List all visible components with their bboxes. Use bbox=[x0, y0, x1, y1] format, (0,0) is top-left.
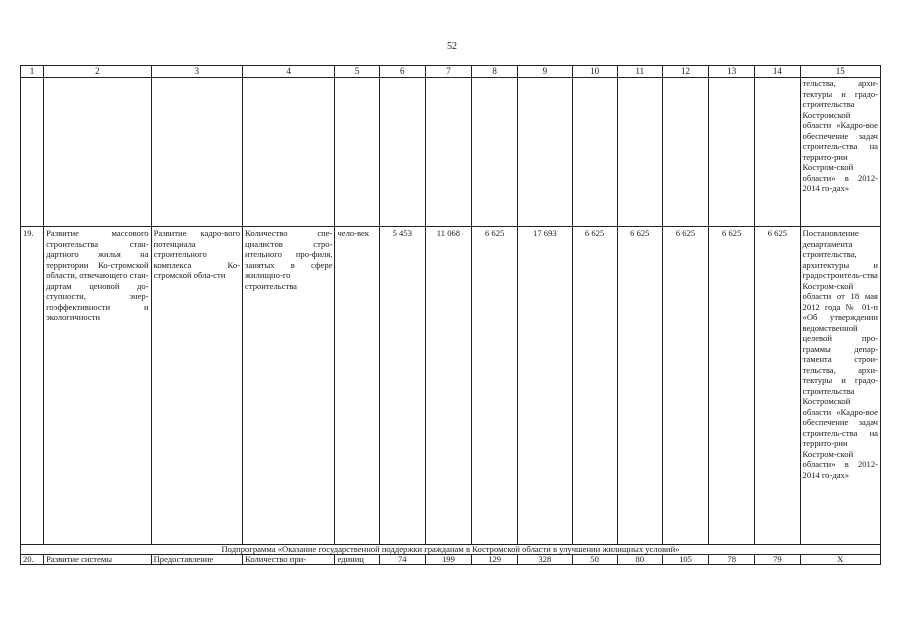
indicator-text: Количество спе-циалистов стро-ительного про-филя, занятых в сфере жилищно-го строительства bbox=[243, 227, 335, 545]
row-number: 20. bbox=[21, 555, 44, 565]
value-cell: 6 625 bbox=[662, 227, 708, 545]
empty-cell bbox=[425, 78, 471, 227]
value-cell: 80 bbox=[617, 555, 662, 565]
empty-cell bbox=[151, 78, 242, 227]
table-row-20 bbox=[21, 555, 881, 565]
value-cell: 129 bbox=[472, 555, 518, 565]
page-number: 52 bbox=[447, 41, 457, 52]
header-cell: 15 bbox=[800, 66, 880, 78]
unit-text: единиц bbox=[335, 555, 379, 565]
header-cell: 4 bbox=[243, 66, 335, 78]
row-number: 19. bbox=[21, 227, 44, 545]
value-cell: 6 625 bbox=[755, 227, 800, 545]
measure-text: Развитие кадро-вого потенциала строительного комплекса Ко-стромской обла-сти bbox=[151, 227, 242, 545]
value-cell: 6 625 bbox=[617, 227, 662, 545]
empty-cell bbox=[617, 78, 662, 227]
empty-cell bbox=[21, 78, 44, 227]
value-cell: 6 625 bbox=[709, 227, 755, 545]
unit-text: чело-век bbox=[335, 227, 379, 545]
empty-cell bbox=[755, 78, 800, 227]
header-cell: 14 bbox=[755, 66, 800, 78]
source-text: Х bbox=[800, 555, 880, 565]
header-cell: 1 bbox=[21, 66, 44, 78]
empty-cell bbox=[335, 78, 379, 227]
empty-cell bbox=[518, 78, 572, 227]
table-row-19 bbox=[21, 227, 881, 545]
header-row bbox=[21, 66, 881, 78]
value-cell: 79 bbox=[755, 555, 800, 565]
header-cell: 9 bbox=[518, 66, 572, 78]
value-cell: 6 625 bbox=[572, 227, 617, 545]
value-cell: 6 625 bbox=[472, 227, 518, 545]
header-cell: 7 bbox=[425, 66, 471, 78]
empty-cell bbox=[243, 78, 335, 227]
value-cell: 11 068 bbox=[425, 227, 471, 545]
empty-cell bbox=[709, 78, 755, 227]
measure-text: Предоставление bbox=[151, 555, 242, 565]
header-cell: 6 bbox=[379, 66, 425, 78]
data-table bbox=[20, 65, 881, 565]
continuation-source-text: тельства, архи-тектуры и градо-строительства Костромской области «Кадро-вое обеспечение задач строитель-ства на террито-рии Костром-ской области» в 2012-2014 го-дах» bbox=[800, 78, 880, 227]
empty-cell bbox=[572, 78, 617, 227]
header-cell: 10 bbox=[572, 66, 617, 78]
continuation-row bbox=[21, 78, 881, 227]
header-cell: 12 bbox=[662, 66, 708, 78]
value-cell: 199 bbox=[425, 555, 471, 565]
activity-text: Развитие системы bbox=[44, 555, 152, 565]
header-cell: 5 bbox=[335, 66, 379, 78]
value-cell: 328 bbox=[518, 555, 572, 565]
empty-cell bbox=[662, 78, 708, 227]
header-cell: 13 bbox=[709, 66, 755, 78]
header-cell: 2 bbox=[44, 66, 152, 78]
value-cell: 50 bbox=[572, 555, 617, 565]
header-cell: 8 bbox=[472, 66, 518, 78]
value-cell: 17 693 bbox=[518, 227, 572, 545]
empty-cell bbox=[379, 78, 425, 227]
header-cell: 3 bbox=[151, 66, 242, 78]
subprogram-row bbox=[21, 545, 881, 555]
value-cell: 105 bbox=[662, 555, 708, 565]
source-text: Постановление департамента строительства, архитектуры и градостроитель-ства Костром-ской области от 18 мая 2012 года № 01-п «Об утверждении ведомственной целевой про-граммы депар-тамента строи-тельства, архи-тектуры и градо-строительства Костромской области «Кадро-вое обеспечение задач строитель-ства на террито-рии Костром-ской области» в 2012-2014 го-дах» bbox=[800, 227, 880, 545]
value-cell: 78 bbox=[709, 555, 755, 565]
subprogram-heading: Подпрограмма «Оказание государственной поддержки гражданам в Костромской области в улучшении жилищных условий» bbox=[21, 545, 881, 555]
empty-cell bbox=[472, 78, 518, 227]
value-cell: 5 453 bbox=[379, 227, 425, 545]
indicator-text: Количество при- bbox=[243, 555, 335, 565]
activity-text: Развитие массового строительства стан-дартного жилья на территории Ко-стромской области, отвечающего стан-дартам ценовой до-ступности, энер-гоэффективности и экологичности bbox=[44, 227, 152, 545]
value-cell: 74 bbox=[379, 555, 425, 565]
empty-cell bbox=[44, 78, 152, 227]
header-cell: 11 bbox=[617, 66, 662, 78]
